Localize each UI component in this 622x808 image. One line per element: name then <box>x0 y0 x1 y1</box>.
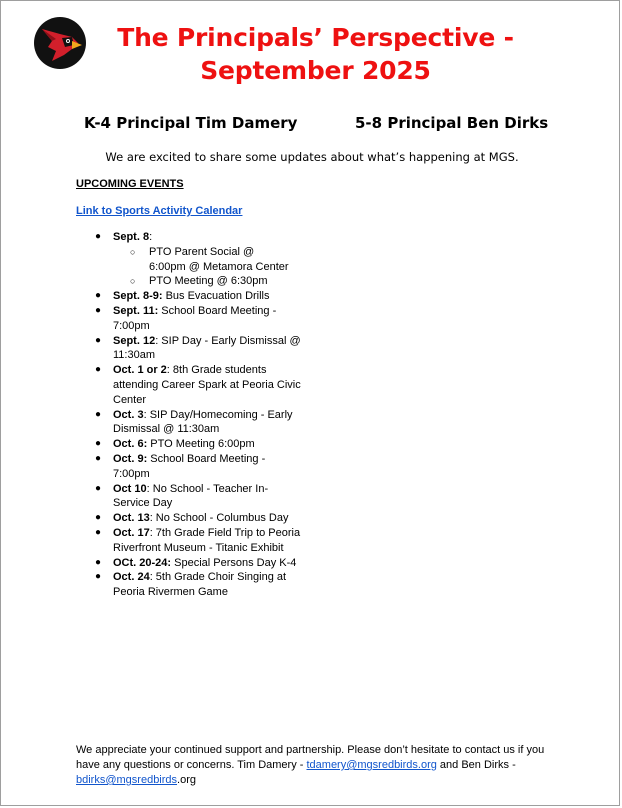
event-item <box>1 289 303 304</box>
event-date: Oct. 9: <box>113 452 148 465</box>
bullet-icon: ● <box>95 304 102 316</box>
event-text: : 8th Grade students attending Career Spark at Peoria Civic Center <box>113 364 301 406</box>
event-text: : SIP Day/Homecoming - Early Dismissal @ 11:30am <box>113 408 293 436</box>
circle-bullet-icon: ○ <box>130 246 136 257</box>
event-date: Oct. 24 <box>113 571 150 584</box>
bullet-icon: ● <box>95 438 102 450</box>
bullet-icon: ● <box>95 364 102 376</box>
bullet-icon: ● <box>95 482 102 494</box>
event-text: : 5th Grade Choir Singing at Peoria Rivermen Game <box>113 571 287 599</box>
event-date: Sept. 11: <box>113 304 159 317</box>
footer-note <box>76 743 556 788</box>
sub-event-line: PTO Meeting @ 6:30pm <box>149 275 268 288</box>
bullet-icon: ● <box>95 231 102 242</box>
footer-text: We appreciate your continued support and partnership. Please don’t hesitate to contact us if you have any questions or concerns. Tim Damery - <box>76 744 545 771</box>
event-text: PTO Meeting 6:00pm <box>147 438 255 451</box>
event-text: : SIP Day - Early Dismissal @ 11:30am <box>113 334 301 362</box>
principal-k4: K-4 Principal Tim Damery <box>84 114 298 132</box>
event-item <box>1 363 303 407</box>
event-date: Oct. 1 or 2 <box>113 364 167 377</box>
event-text: : No School - Columbus Day <box>149 512 289 525</box>
principal-5-8: 5-8 Principal Ben Dirks <box>355 114 549 132</box>
event-item <box>1 334 303 364</box>
event-item <box>1 526 303 556</box>
bullet-icon: ● <box>95 512 102 524</box>
event-text: School Board Meeting - 7:00pm <box>113 304 277 332</box>
circle-bullet-icon: ○ <box>130 276 136 287</box>
bullet-icon: ● <box>95 526 102 538</box>
bullet-icon: ● <box>95 408 102 420</box>
title-line-2: September 2025 <box>200 56 431 85</box>
event-text: : 7th Grade Field Trip to Peoria Riverfront Museum - Titanic Exhibit <box>113 526 301 554</box>
sports-calendar-link[interactable]: Link to Sports Activity Calendar <box>76 205 243 217</box>
event-date: Sept. 8-9: <box>113 290 163 303</box>
event-item <box>1 408 303 438</box>
event-text: Bus Evacuation Drills <box>162 290 270 303</box>
sub-event-line: 6:00pm @ Metamora Center <box>149 260 289 273</box>
email-link-damery[interactable]: tdamery@mgsredbirds.org <box>306 759 437 771</box>
event-item <box>1 452 303 482</box>
event-item <box>1 482 303 512</box>
event-date: Oct. 3 <box>113 408 144 421</box>
email-link-dirks[interactable]: bdirks@mgsredbirds <box>76 774 178 786</box>
bullet-icon: ● <box>95 290 102 302</box>
event-item <box>1 230 303 245</box>
events-list <box>1 230 303 600</box>
event-text: Special Persons Day K-4 <box>171 556 297 569</box>
footer-text: and Ben Dirks - <box>436 759 516 771</box>
event-date: Sept. 12 <box>113 334 156 347</box>
sub-event-item <box>1 245 299 275</box>
event-date: Oct. 13 <box>113 512 150 525</box>
bullet-icon: ● <box>95 571 102 583</box>
event-item <box>1 437 303 452</box>
title-line-1: The Principals’ Perspective - <box>117 23 514 52</box>
event-text: School Board Meeting - 7:00pm <box>113 452 266 480</box>
sub-event-line: PTO Parent Social @ <box>149 245 255 258</box>
event-date: Oct 10 <box>113 482 147 495</box>
footer-text: .org <box>177 774 196 786</box>
page-title <box>93 21 538 87</box>
upcoming-events-heading: UPCOMING EVENTS <box>76 178 184 190</box>
bullet-icon: ● <box>95 452 102 464</box>
event-item <box>1 556 303 571</box>
bullet-icon: ● <box>95 334 102 346</box>
event-item <box>1 304 303 334</box>
event-item <box>1 511 303 526</box>
sub-event-item <box>1 274 299 289</box>
event-text: : No School - Teacher In-Service Day <box>113 482 269 510</box>
intro-text: We are excited to share some updates about what’s happening at MGS. <box>105 150 519 164</box>
event-text: : <box>149 231 153 243</box>
event-date: OCt. 20-24: <box>113 556 172 569</box>
event-date: Sept. 8 <box>113 231 150 243</box>
event-date: Oct. 6: <box>113 438 148 451</box>
event-date: Oct. 17 <box>113 526 150 539</box>
event-item <box>1 570 303 600</box>
bullet-icon: ● <box>95 556 102 568</box>
cardinal-logo <box>34 17 86 69</box>
